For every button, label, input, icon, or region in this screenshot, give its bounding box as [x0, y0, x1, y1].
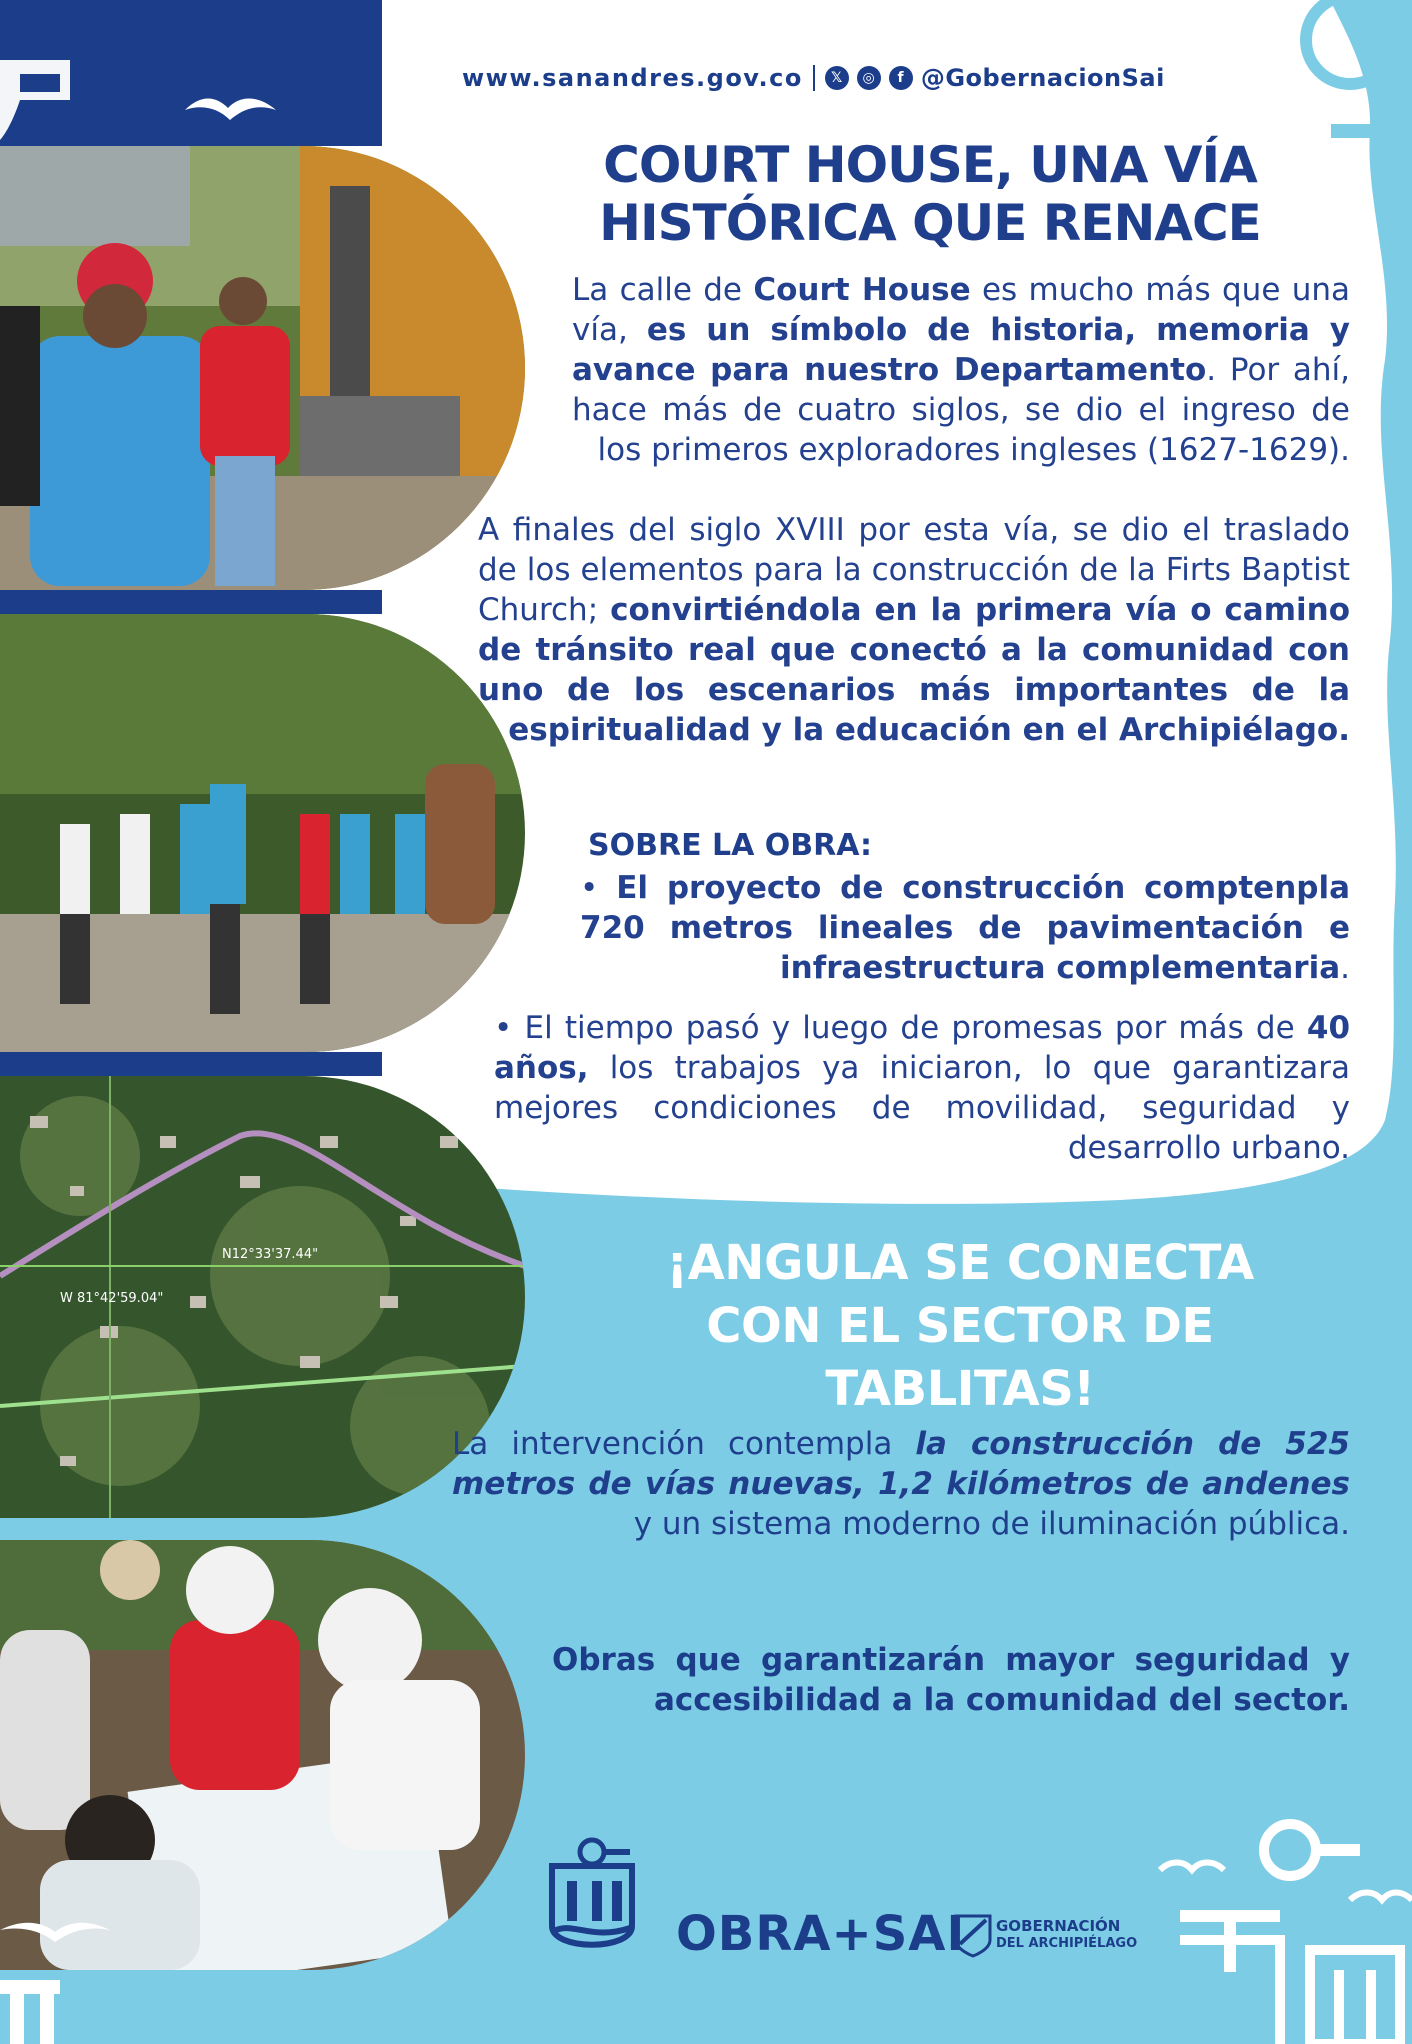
bullet1-bold: El proyecto de construcción comptenpla 720 metros lineales de pavimentación e infraestructura complementaria — [580, 870, 1350, 986]
p2-bold: convirtiéndola en la primera vía o camino de tránsito real que conectó a la comunidad con uno de los escenarios más importantes de la espiritualidad y la educación en el Archipiélago. — [478, 592, 1350, 748]
brand-name: OBRA+SAI — [676, 1906, 966, 1962]
gov-line2: DEL ARCHIPIÉLAGO — [996, 1936, 1138, 1951]
photo-aerial-map — [0, 1076, 525, 1518]
p1-intro: La calle de — [572, 272, 754, 308]
bullet-2 — [494, 1008, 1350, 1168]
section1-title-line2: HISTÓRICA QUE RENACE — [599, 194, 1261, 252]
gov-line1: GOBERNACIÓN — [996, 1917, 1121, 1935]
bullet-1 — [580, 868, 1350, 988]
website-link[interactable]: www.sanandres.gov.co — [462, 64, 803, 92]
obra-sai-logo-icon — [532, 1836, 662, 1966]
bullet2-end: los trabajos ya iniciaron, lo que garantizara mejores condiciones de movilidad, seguridad y desarrollo urbano. — [494, 1050, 1350, 1166]
bullet2-bold: 40 años, — [494, 1010, 1351, 1086]
bullet1-end: . — [1340, 950, 1350, 986]
gobernacion-shield-icon — [954, 1914, 992, 1958]
section2-title-line1: ¡ANGULA SE CONECTA — [666, 1235, 1254, 1291]
section1-paragraph1 — [572, 270, 1350, 470]
bullet2-intro: El tiempo pasó y luego de promesas por más de — [524, 1010, 1307, 1046]
divider — [813, 65, 815, 91]
bullet-dot: • — [494, 1010, 525, 1046]
p1-mid: es mucho más que una vía, — [572, 272, 1351, 348]
s2-bold: la construcción de 525 metros de vías nuevas, 1,2 kilómetros de andenes — [452, 1426, 1350, 1502]
bullet-dot: • — [580, 870, 617, 906]
social-handle[interactable]: @GobernacionSai — [920, 64, 1165, 92]
subheading-sobre-la-obra: SOBRE LA OBRA: — [588, 828, 873, 863]
bottom-right-decor — [1140, 1810, 1412, 2044]
section1-title-line1: COURT HOUSE, UNA VÍA — [603, 136, 1257, 194]
bottom-left-decor — [0, 1880, 120, 2044]
section2-paragraph — [452, 1424, 1350, 1544]
p2-intro: A finales del siglo XVIII por esta vía, se dio el traslado de los elementos para la construcción de la Firts Baptist Church; — [478, 512, 1350, 628]
section1-title — [540, 136, 1320, 252]
s2-intro: La intervención contempla — [452, 1426, 916, 1462]
map-label-north: N12°33'37.44" — [222, 1247, 319, 1262]
map-label-west: W 81°42'59.04" — [60, 1291, 164, 1306]
section2-title — [640, 1232, 1280, 1421]
p1-bold2: es un símbolo de historia, memoria y avance para nuestro Departamento — [572, 312, 1350, 388]
gobernacion-logo — [996, 1918, 1137, 1952]
photo-community-walk — [0, 614, 525, 1052]
photo-officials-machinery — [0, 146, 525, 590]
header-bar — [462, 62, 1165, 94]
instagram-icon[interactable]: ◎ — [857, 66, 881, 90]
section2-title-line2: CON EL SECTOR DE — [706, 1298, 1214, 1354]
section2-closing: Obras que garantizarán mayor seguridad y accesibilidad a la comunidad del sector. — [552, 1642, 1350, 1718]
p1-end: . Por ahí, hace más de cuatro siglos, se dio el ingreso de los primeros exploradores ingleses (1627-1629). — [572, 352, 1350, 468]
section1-paragraph2 — [478, 510, 1350, 750]
s2-end: y un sistema moderno de iluminación pública. — [633, 1506, 1350, 1542]
facebook-icon[interactable]: f — [889, 66, 913, 90]
p1-bold1: Court House — [753, 272, 971, 308]
section2-title-line3: TABLITAS! — [825, 1361, 1095, 1417]
x-icon[interactable]: 𝕏 — [825, 66, 849, 90]
